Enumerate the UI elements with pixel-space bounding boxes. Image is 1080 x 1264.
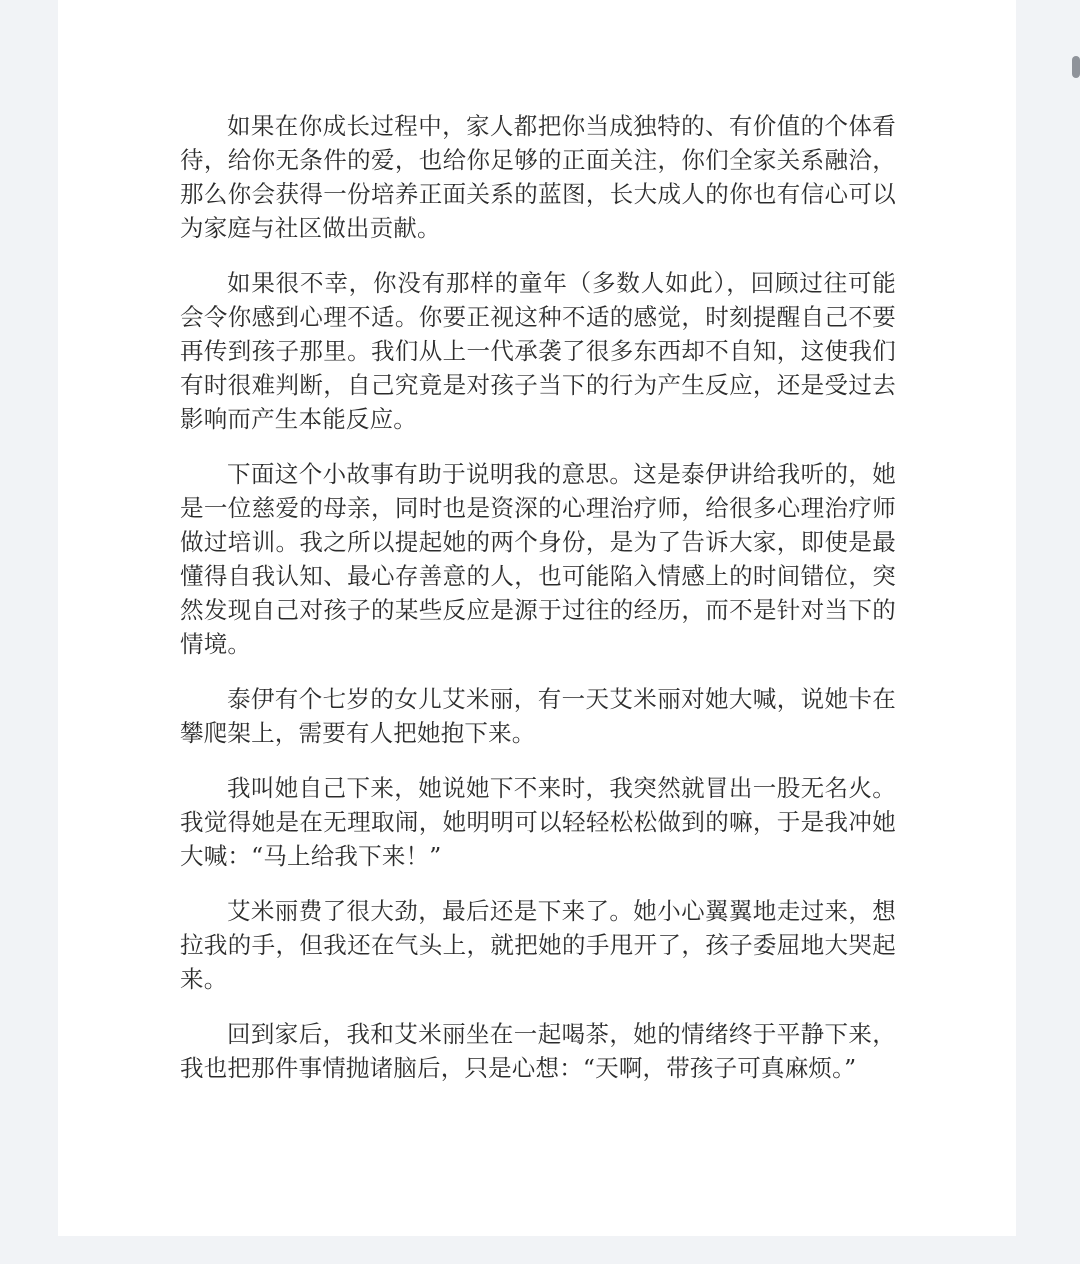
paragraph: 我叫她自己下来，她说她下不来时，我突然就冒出一股无名火。我觉得她是在无理取闹，她明明可以轻轻松松做到的嘛，于是我冲她大喊：“马上给我下来！” [180,774,896,870]
paragraph: 艾米丽费了很大劲，最后还是下来了。她小心翼翼地走过来，想拉我的手，但我还在气头上，就把她的手甩开了，孩子委屈地大哭起来。 [180,897,896,993]
paragraph: 下面这个小故事有助于说明我的意思。这是泰伊讲给我听的，她是一位慈爱的母亲，同时也是资深的心理治疗师，给很多心理治疗师做过培训。我之所以提起她的两个身份，是为了告诉大家，即使是最懂得自我认知、最心存善意的人，也可能陷入情感上的时间错位，突然发现自己对孩子的某些反应是源于过往的经历，而不是针对当下的情境。 [180,460,896,658]
paragraph: 如果在你成长过程中，家人都把你当成独特的、有价值的个体看待，给你无条件的爱，也给你足够的正面关注，你们全家关系融洽，那么你会获得一份培养正面关系的蓝图，长大成人的你也有信心可以为家庭与社区做出贡献。 [180,112,896,242]
paragraph: 泰伊有个七岁的女儿艾米丽，有一天艾米丽对她大喊，说她卡在攀爬架上，需要有人把她抱下来。 [180,685,896,747]
paragraph: 回到家后，我和艾米丽坐在一起喝茶，她的情绪终于平静下来，我也把那件事情抛诸脑后，只是心想：“天啊，带孩子可真麻烦。” [180,1020,896,1082]
document-body [180,109,896,1106]
paragraph: 如果很不幸，你没有那样的童年（多数人如此），回顾过往可能会令你感到心理不适。你要正视这种不适的感觉，时刻提醒自己不要再传到孩子那里。我们从上一代承袭了很多东西却不自知，这使我们有时很难判断，自己究竟是对孩子当下的行为产生反应，还是受过去影响而产生本能反应。 [180,269,896,433]
scrollbar-thumb[interactable] [1072,56,1080,78]
